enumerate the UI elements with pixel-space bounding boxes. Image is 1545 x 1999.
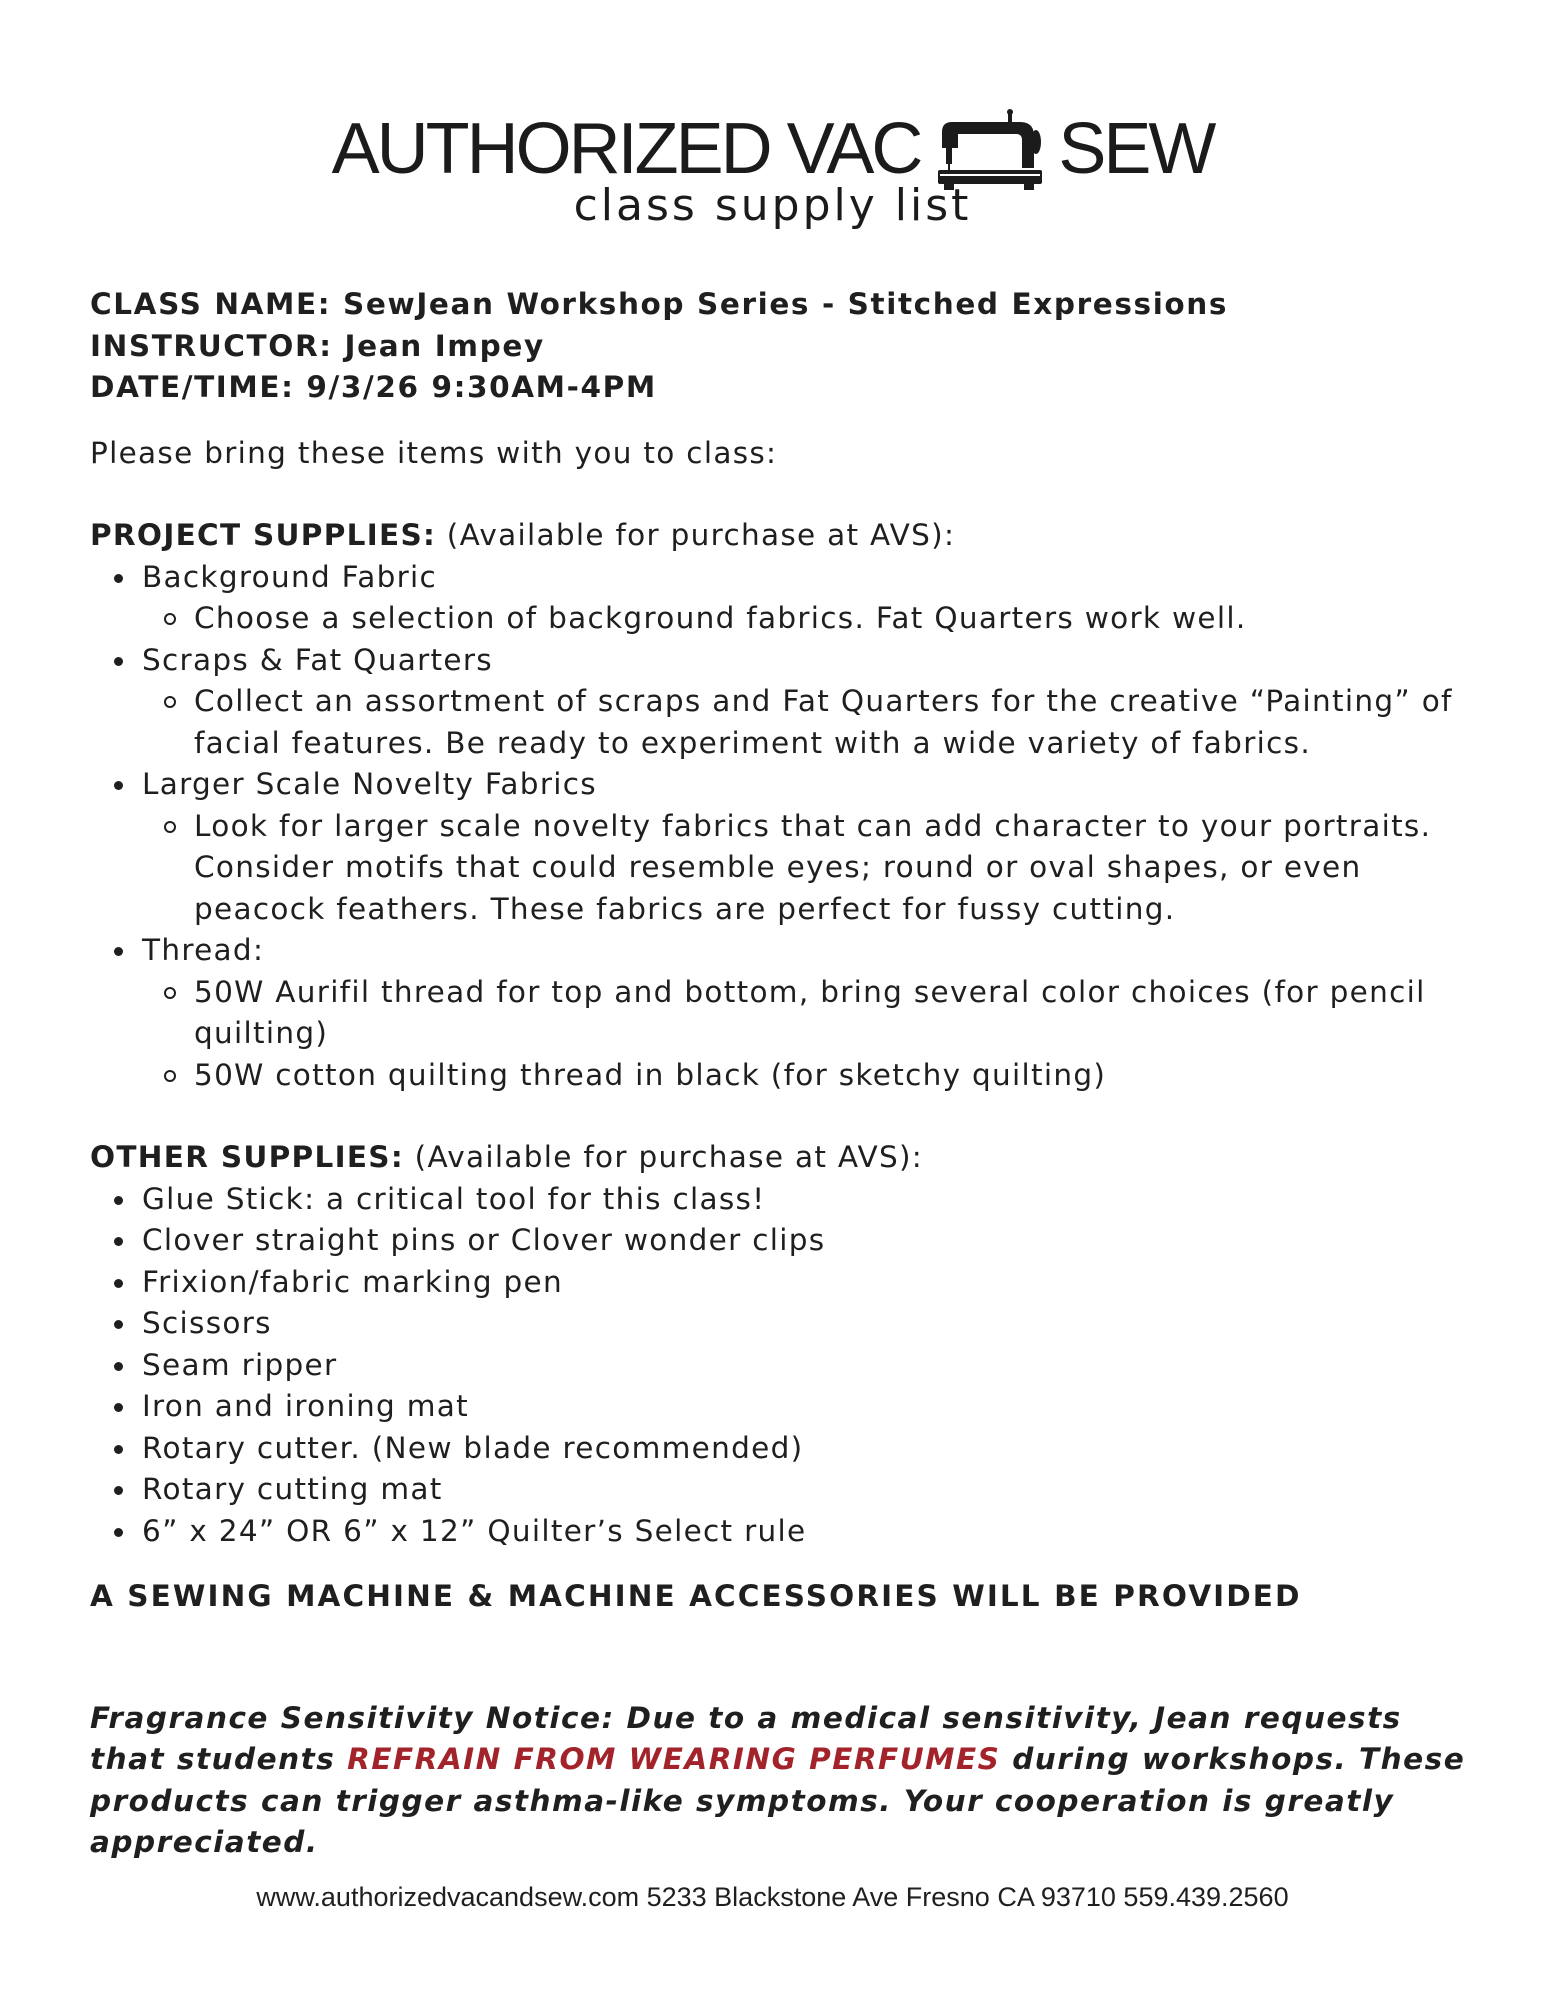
sub-list-item: 50W Aurifil thread for top and bottom, bring several color choices (for pencil quilting) [142, 972, 1470, 1055]
list-item [90, 764, 1470, 930]
project-supplies-label: PROJECT SUPPLIES: [90, 518, 437, 552]
project-supplies-list [90, 557, 1470, 1097]
logo-text-left: AUTHORIZED VAC [331, 109, 921, 189]
sub-list [142, 681, 1470, 764]
logo-text-right: SEW [1058, 109, 1214, 189]
list-item [90, 557, 1470, 640]
list-item-text: Background Fabric [142, 559, 438, 594]
list-item: Iron and ironing mat [90, 1386, 1470, 1428]
project-supplies-heading [90, 515, 1470, 557]
sub-list-item: Choose a selection of background fabrics. Fat Quarters work well. [142, 598, 1470, 640]
list-item: Scissors [90, 1303, 1470, 1345]
list-item-text: Thread: [142, 933, 265, 967]
document-body [90, 284, 1470, 1864]
other-supplies-label: OTHER SUPPLIES: [90, 1140, 404, 1174]
class-info [90, 284, 1470, 409]
list-item: Seam ripper [90, 1345, 1470, 1387]
project-supplies-note: (Available for purchase at AVS): [436, 518, 956, 552]
notice-highlight: REFRAIN FROM WEARING PERFUMES [347, 1742, 1001, 1776]
list-item: Glue Stick: a critical tool for this class! [90, 1179, 1470, 1221]
list-item: Rotary cutter. (New blade recommended) [90, 1428, 1470, 1470]
instructor: INSTRUCTOR: Jean Impey [90, 328, 545, 363]
list-item-text: Larger Scale Novelty Fabrics [142, 767, 597, 801]
sub-list [142, 806, 1470, 931]
page-subtitle: class supply list [573, 180, 972, 231]
fragrance-notice [90, 1698, 1470, 1864]
sub-list-item: 50W cotton quilting thread in black (for sketchy quilting) [142, 1055, 1470, 1097]
sub-list-item: Look for larger scale novelty fabrics that can add character to your portraits. Consider motifs that could resemble eyes; round or oval shapes, or even peacock feathers. These fabrics are perfect for fussy cutting. [142, 806, 1470, 931]
notice-text-before: Fragrance Sensitivity Notice: Due to a medical sensitivity, Jean requests that students [90, 1700, 1402, 1776]
footer-contact: www.authorizedvacandsew.com 5233 Blackstone Ave Fresno CA 93710 559.439.2560 [256, 1882, 1289, 1912]
machine-provided-notice: A SEWING MACHINE & MACHINE ACCESSORIES WILL BE PROVIDED [90, 1579, 1302, 1613]
sewing-machine-icon [938, 108, 1042, 190]
sub-list-item: Collect an assortment of scraps and Fat Quarters for the creative “Painting” of facial features. Be ready to experiment with a wide variety of fabrics. [142, 681, 1470, 764]
list-item [90, 640, 1470, 765]
date-time: DATE/TIME: 9/3/26 9:30AM-4PM [90, 370, 657, 404]
list-item [90, 930, 1470, 1096]
list-item: 6” x 24” OR 6” x 12” Quilter’s Select rule [90, 1511, 1470, 1553]
sub-list [142, 598, 1470, 640]
list-item-text: Scraps & Fat Quarters [142, 642, 493, 677]
list-item: Rotary cutting mat [90, 1469, 1470, 1511]
intro-text: Please bring these items with you to class: [90, 435, 778, 470]
notice-text-after: during workshops. These products can trigger asthma-like symptoms. Your cooperation is greatly appreciated. [90, 1742, 1466, 1859]
other-supplies-heading [90, 1137, 1470, 1179]
class-name: CLASS NAME: SewJean Workshop Series - Stitched Expressions [90, 287, 1229, 321]
other-supplies-list [90, 1179, 1470, 1553]
list-item: Clover straight pins or Clover wonder clips [90, 1220, 1470, 1262]
store-logo [0, 108, 1545, 190]
other-supplies-note: (Available for purchase at AVS): [403, 1140, 924, 1174]
sub-list [142, 972, 1470, 1097]
list-item: Frixion/fabric marking pen [90, 1262, 1470, 1304]
